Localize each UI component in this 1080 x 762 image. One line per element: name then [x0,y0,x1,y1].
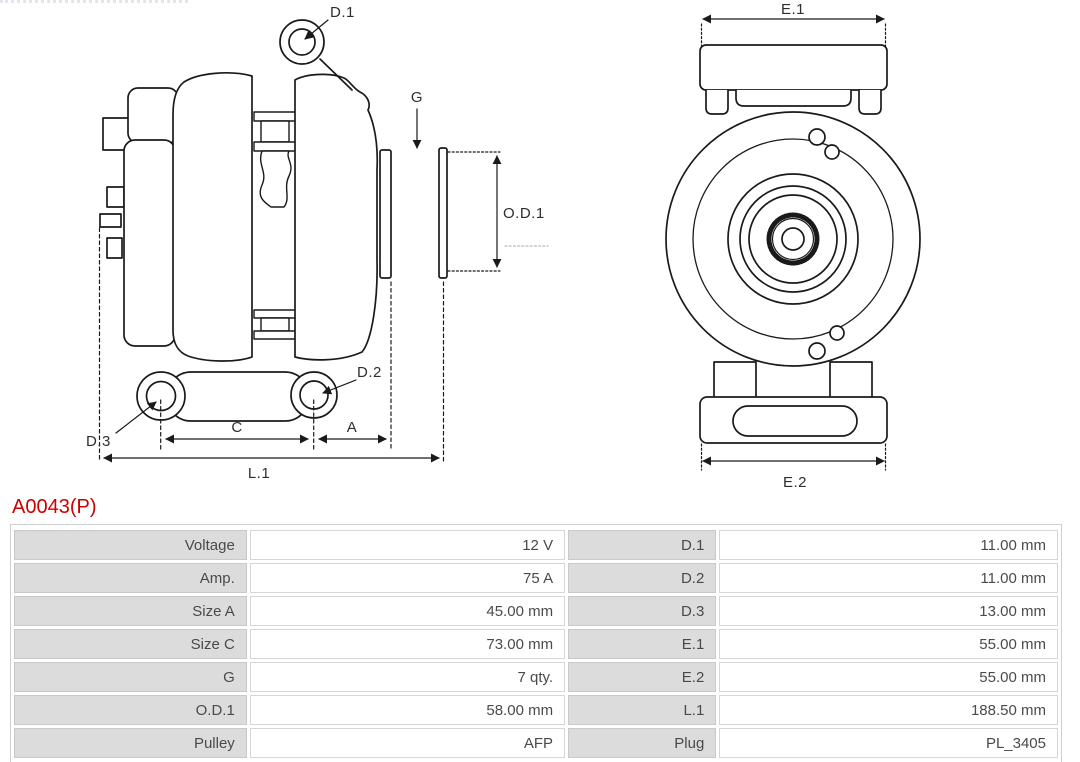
table-row [14,695,1058,725]
spec-table [10,524,1062,762]
dim-label-d2: D.2 [357,364,382,381]
spec-value: 13.00 mm [719,596,1058,626]
spec-value: 58.00 mm [250,695,565,725]
spec-label: Plug [568,728,716,758]
spec-value: 73.00 mm [250,629,565,659]
spec-value: 75 A [250,563,565,593]
table-row [14,596,1058,626]
dim-label-e2: E.2 [782,474,808,491]
spec-label: G [14,662,247,692]
spec-value: AFP [250,728,565,758]
spec-value: PL_3405 [719,728,1058,758]
spec-label: Voltage [14,530,247,560]
dim-label-l1: L.1 [247,465,271,482]
table-row [14,662,1058,692]
table-row [14,530,1058,560]
spec-value: 45.00 mm [250,596,565,626]
table-row [14,629,1058,659]
dim-label-c: C [231,419,243,436]
dim-label-d1: D.1 [330,4,355,21]
top-bracket [700,45,887,114]
spec-value: 188.50 mm [719,695,1058,725]
spec-label: D.1 [568,530,716,560]
dim-label-g: G [410,89,424,106]
spec-label: D.2 [568,563,716,593]
spec-value: 55.00 mm [719,662,1058,692]
table-row [14,563,1058,593]
spec-value: 11.00 mm [719,563,1058,593]
spec-label: Size A [14,596,247,626]
pulley [380,148,447,278]
dim-label-a: A [346,419,358,436]
spec-label: Size C [14,629,247,659]
hub [728,174,858,304]
spec-label: E.1 [568,629,716,659]
dim-label-od1: O.D.1 [503,205,545,222]
front-view [666,45,920,443]
spec-label: D.3 [568,596,716,626]
spec-label: E.2 [568,662,716,692]
spec-value: 55.00 mm [719,629,1058,659]
dim-label-d3: D.3 [86,433,111,450]
spec-value: 11.00 mm [719,530,1058,560]
spec-value: 7 qty. [250,662,565,692]
spec-label: Pulley [14,728,247,758]
spec-label: L.1 [568,695,716,725]
spec-label: Amp. [14,563,247,593]
part-number-title: A0043(P) [12,496,97,518]
knurled-block [100,214,121,227]
dim-label-e1: E.1 [780,1,806,18]
spec-label: O.D.1 [14,695,247,725]
bottom-bracket [700,362,887,443]
side-view [100,20,447,421]
table-row [14,728,1058,758]
spec-value: 12 V [250,530,565,560]
